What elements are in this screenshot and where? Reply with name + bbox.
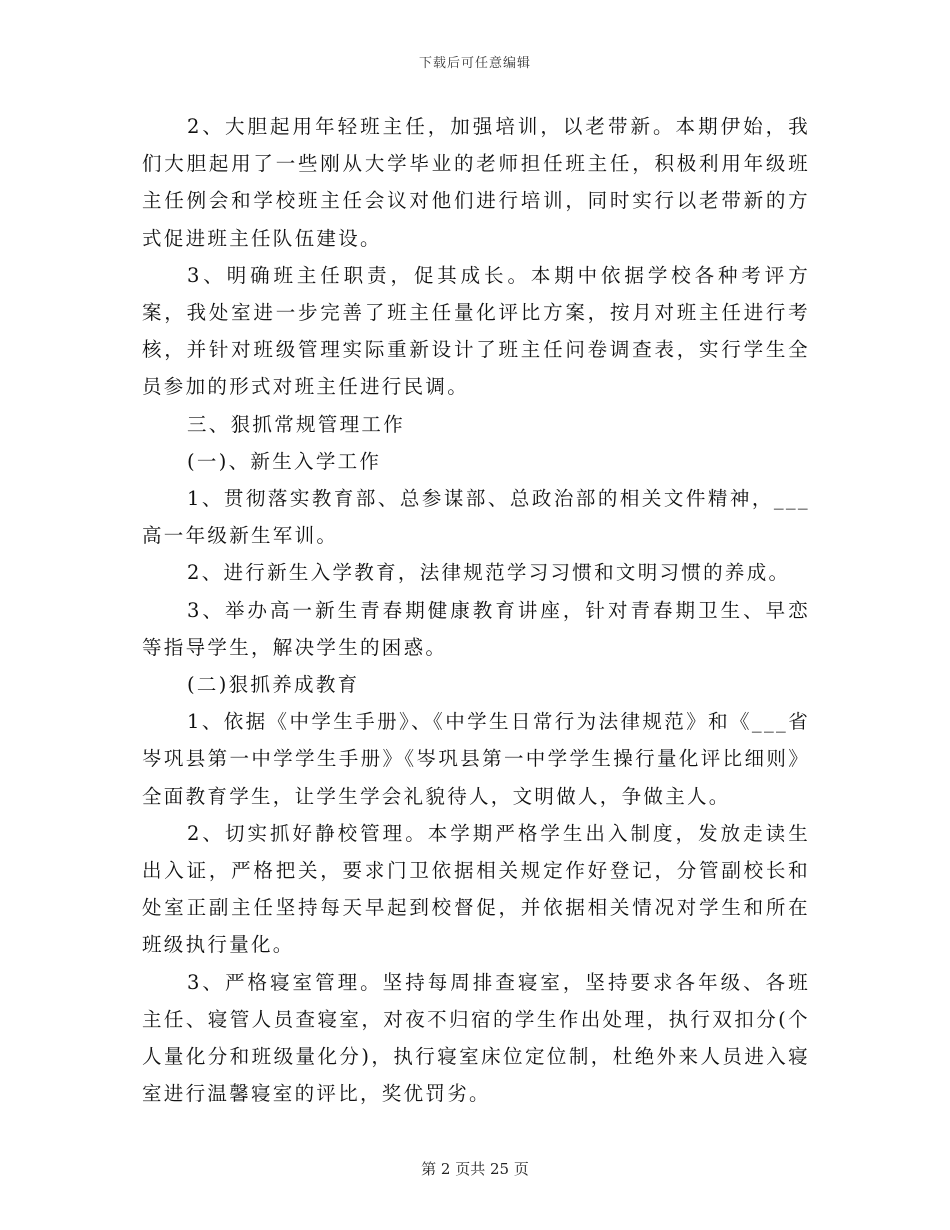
paragraph-entrance-education: 2、进行新生入学教育，法律规范学习习惯和文明习惯的养成。 bbox=[187, 561, 791, 585]
paragraph-teacher-training: 2、大胆起用年轻班主任，加强培训，以老带新。本期伊始，我们大胆起用了一些刚从大学毕业的老师担任班主任，积极利用年级班主任例会和学校班主任会议对他们进行培训，同时实行以老带新的方式促进班主任队伍建设。 bbox=[142, 115, 810, 250]
subsection-heading-habit-education: (二)狠抓养成教育 bbox=[187, 673, 360, 697]
paragraph-military-training: 1、贯彻落实教育部、总参谋部、总政治部的相关文件精神，___高一年级新生军训。 bbox=[142, 487, 810, 548]
paragraph-dormitory-management: 3、严格寝室管理。坚持每周排查寝室，坚持要求各年级、各班主任、寝管人员查寝室，对夜不归宿的学生作出处理，执行双扣分(个人量化分和班级量化分)，执行寝室床位定位制，杜绝外来人员进入寝室进行温馨寝室的评比，奖优罚劣。 bbox=[142, 970, 810, 1106]
paragraph-campus-management: 2、切实抓好静校管理。本学期严格学生出入制度，发放走读生出入证，严格把关，要求门卫依据相关规定作好登记，分管副校长和处室正副主任坚持每天早起到校督促，并依据相关情况对学生和所在班级执行量化。 bbox=[142, 821, 810, 957]
document-body bbox=[142, 108, 810, 1112]
paragraph-health-lecture: 3、举办高一新生青春期健康教育讲座，针对青春期卫生、早恋等指导学生，解决学生的困惑。 bbox=[142, 598, 810, 659]
paragraph-teacher-duties: 3、明确班主任职责，促其成长。本期中依据学校各种考评方案，我处室进一步完善了班主任量化评比方案，按月对班主任进行考核，并针对班级管理实际重新设计了班主任问卷调查表，实行学生全员参加的形式对班主任进行民调。 bbox=[142, 263, 810, 399]
paragraph-student-handbook: 1、依据《中学生手册》、《中学生日常行为法律规范》和《___省岑巩县第一中学学生手册》《岑巩县第一中学学生操行量化评比细则》全面教育学生，让学生学会礼貌待人，文明做人，争做主人。 bbox=[142, 710, 810, 808]
section-heading-routine-management: 三、狠抓常规管理工作 bbox=[187, 412, 406, 436]
page-footer: 第 2 页共 25 页 bbox=[421, 1160, 529, 1178]
subsection-heading-new-students: (一)、新生入学工作 bbox=[187, 449, 382, 473]
page-header: 下载后可任意编辑 bbox=[418, 56, 531, 71]
